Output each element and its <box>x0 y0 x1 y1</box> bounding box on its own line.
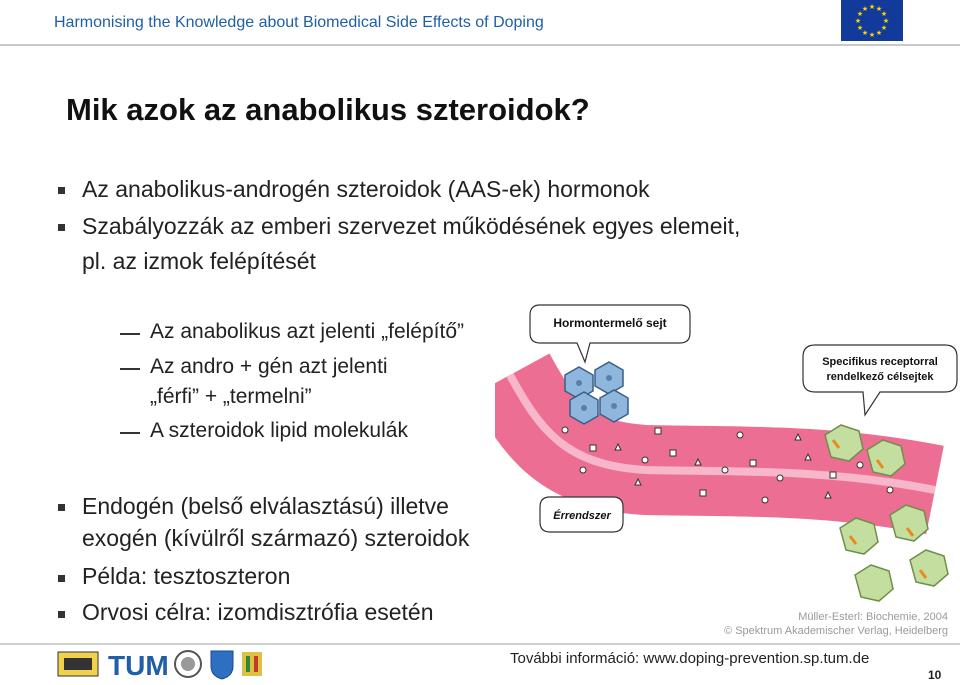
svg-text:★: ★ <box>868 3 876 11</box>
university-crest-icon <box>58 652 98 676</box>
bullet-text: Az anabolikus-androgén szteroidok (AAS-ek) hormonok <box>82 176 650 202</box>
image-credit-line-2: © Spektrum Akademischer Verlag, Heidelberg <box>724 625 948 637</box>
callout-hormone-cell <box>530 305 690 362</box>
bullet-text-continuation: exogén (kívülről származó) szteroidok <box>82 525 470 551</box>
svg-text:★: ★ <box>856 10 864 18</box>
subpoint-text: A szteroidok lipid molekulák <box>150 419 408 442</box>
bullet-marker <box>58 504 65 511</box>
bullet-marker <box>58 575 65 582</box>
subpoint-text: Az anabolikus azt jelenti „felépítő” <box>150 320 465 343</box>
callout-vessel <box>540 497 623 532</box>
partner-logo-icon <box>242 652 262 676</box>
slide-title: Mik azok az anabolikus szteroidok? <box>66 92 590 127</box>
image-credit-line-1: Müller-Esterl: Biochemie, 2004 <box>798 611 948 623</box>
svg-text:★: ★ <box>875 5 883 13</box>
svg-text:★: ★ <box>875 29 883 37</box>
label-vessel: Érrendszer <box>553 510 611 522</box>
label-target-cells-2: rendelkező célsejtek <box>826 371 934 383</box>
subpoint-text-continuation: „férfi” + „termelni” <box>150 385 312 408</box>
bullet-text: Endogén (belső elválasztású) illetve <box>82 493 449 519</box>
label-target-cells-1: Specifikus receptorral <box>822 356 938 368</box>
dash-marker <box>120 368 140 370</box>
page-number: 10 <box>928 668 942 682</box>
bullet-text: Orvosi célra: izomdisztrófia esetén <box>82 599 434 625</box>
subpoint-text: Az andro + gén azt jelenti <box>150 355 388 378</box>
hormone-diagram <box>495 300 960 610</box>
seal-icon <box>175 651 201 677</box>
label-hormone-cell: Hormontermelő sejt <box>553 316 667 330</box>
svg-text:★: ★ <box>880 10 888 18</box>
svg-text:★: ★ <box>880 24 888 32</box>
svg-text:★: ★ <box>856 24 864 32</box>
header-divider <box>0 44 960 46</box>
header-title: Harmonising the Knowledge about Biomedical Side Effects of Doping <box>54 14 544 31</box>
svg-text:★: ★ <box>861 29 869 37</box>
callout-target-cells <box>803 345 957 415</box>
footer-info: További információ: www.doping-prevention.sp.tum.de <box>510 650 870 667</box>
bullet-marker <box>58 187 65 194</box>
eu-flag-icon <box>841 0 903 41</box>
bullet-text: Szabályozzák az emberi szervezet működésének egyes elemeit, <box>82 213 741 239</box>
bullet-marker <box>58 224 65 231</box>
svg-text:★: ★ <box>868 31 876 39</box>
svg-text:TUM: TUM <box>108 650 169 680</box>
tum-logo-icon <box>108 650 169 680</box>
footer-divider <box>0 643 960 645</box>
svg-text:★: ★ <box>882 17 890 25</box>
bullet-text-continuation: pl. az izmok felépítését <box>82 248 316 274</box>
svg-text:★: ★ <box>854 17 862 25</box>
dash-marker <box>120 333 140 335</box>
bullet-text: Példa: tesztoszteron <box>82 563 291 589</box>
dash-marker <box>120 432 140 434</box>
svg-text:★: ★ <box>861 5 869 13</box>
footer-logos <box>56 648 266 685</box>
shield-logo-icon <box>211 651 233 679</box>
bullet-marker <box>58 611 65 618</box>
hormone-producing-cells <box>565 362 628 424</box>
